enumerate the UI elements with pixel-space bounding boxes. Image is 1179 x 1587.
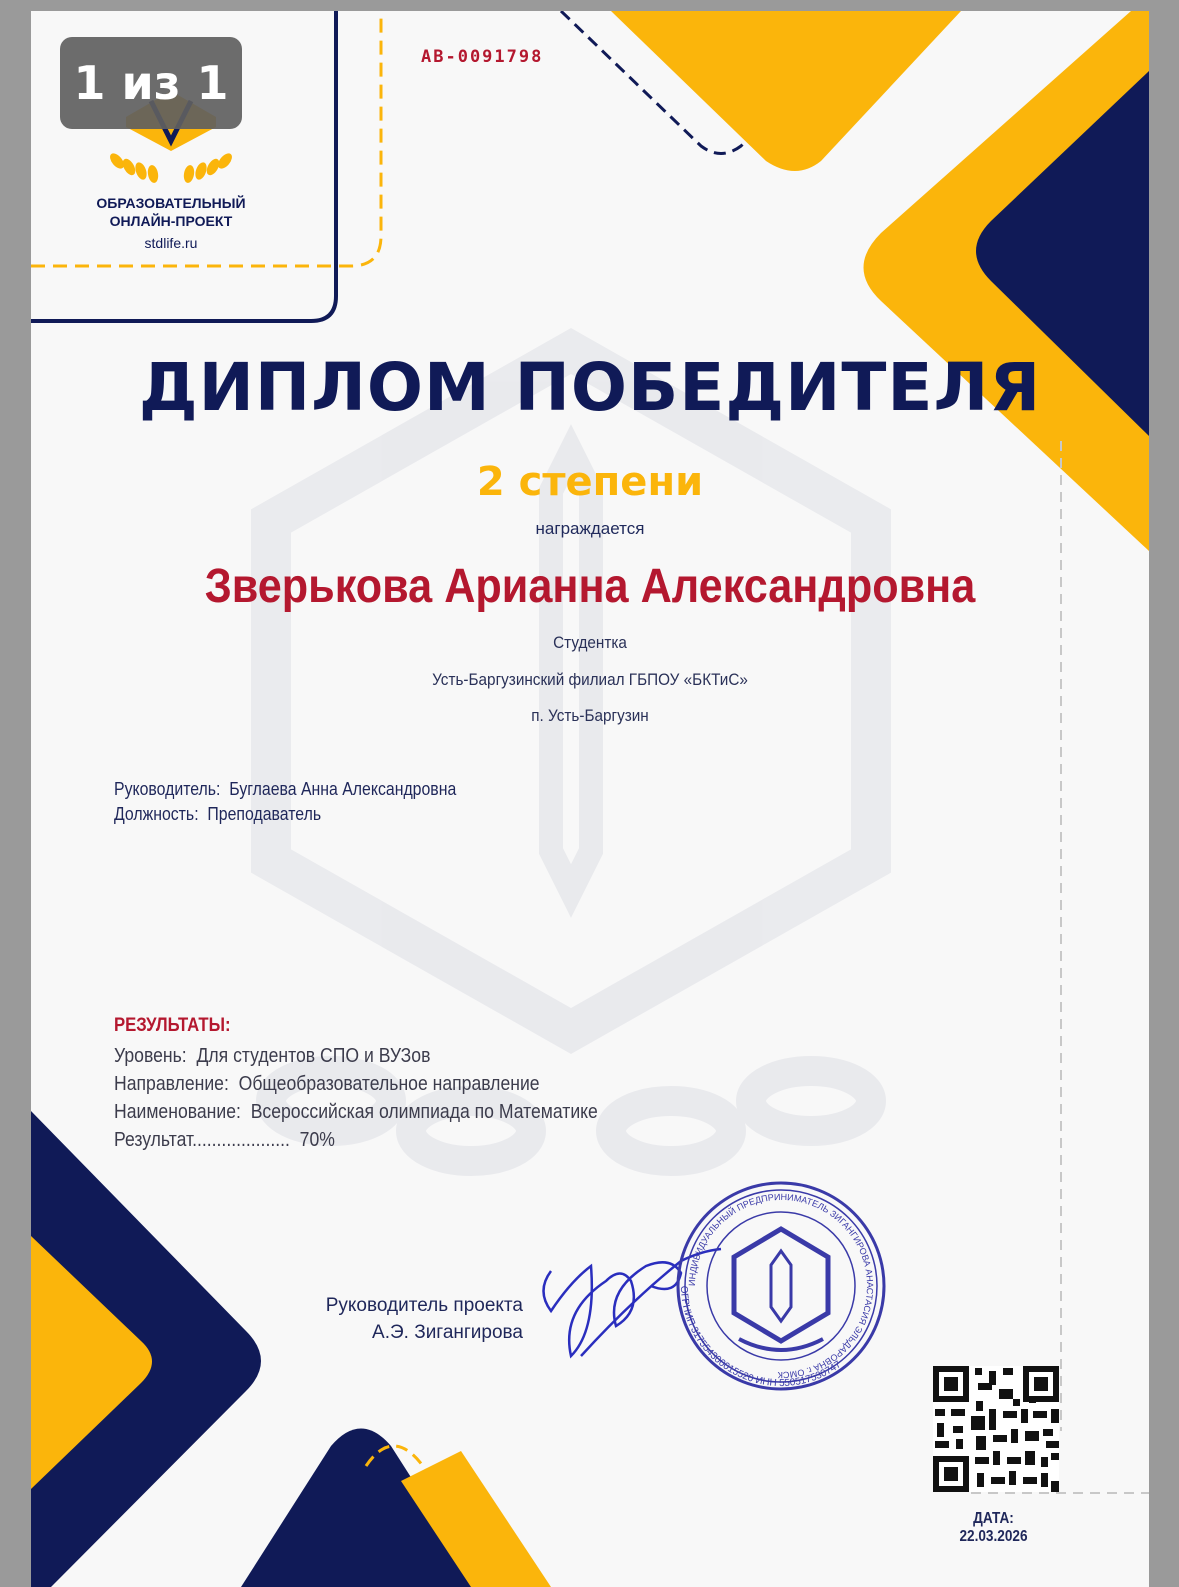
name-label: Наименование: <box>114 1101 241 1123</box>
svg-text:ОГРНИП 317554300015520 ИНН 550 <box>678 1286 844 1389</box>
diploma-degree: 2 степени <box>476 459 704 505</box>
diploma-page <box>31 11 1149 1587</box>
recipient-organization: Усть-Баргузинский филиал ГБПОУ «БКТиС» <box>432 670 748 689</box>
level-value: Для студентов СПО и ВУЗов <box>196 1045 431 1067</box>
serial-number: АВ-0091798 <box>421 47 544 67</box>
result-direction <box>114 1073 540 1096</box>
diploma-title: ДИПЛОМ ПОБЕДИТЕЛЯ <box>138 349 1042 426</box>
supervisor-label: Руководитель: <box>114 779 221 799</box>
awarded-label: награждается <box>535 519 645 538</box>
stamp-outer-text: ИНДИВИДУАЛЬНЫЙ ПРЕДПРИНИМАТЕЛЬ ЗИГАНГИРОВА АНАСТАСИЯ ЭЛЬДАРОВНА г. ОМСК <box>686 1191 876 1381</box>
position-value: Преподаватель <box>207 804 322 824</box>
name-value: Всероссийская олимпиада по Математике <box>250 1101 598 1123</box>
qr-code <box>933 1366 1059 1492</box>
signer-role: Руководитель проекта <box>325 1295 523 1316</box>
recipient-name: Зверькова Арианна Александровна <box>204 560 976 613</box>
logo-line2: ОНЛАЙН-ПРОЕКТ <box>109 213 233 229</box>
result-label: Результат.................... <box>114 1129 290 1151</box>
logo-line1: ОБРАЗОВАТЕЛЬНЫЙ <box>96 195 246 211</box>
level-label: Уровень: <box>114 1045 187 1067</box>
result-value: 70% <box>299 1129 335 1151</box>
position-line <box>114 804 321 825</box>
issue-date: ДАТА: 22.03.2026 <box>959 1510 1028 1545</box>
supervisor-value: Буглаева Анна Александровна <box>229 779 457 799</box>
stamp-codes-text: ОГРНИП 317554300015520 ИНН 550517530747 <box>677 1285 844 1390</box>
page-indicator: 1 из 1 <box>60 37 242 129</box>
result-level <box>114 1045 430 1068</box>
recipient-city: п. Усть-Баргузин <box>531 706 649 725</box>
results-title: РЕЗУЛЬТАТЫ: <box>114 1015 231 1036</box>
signer-name: А.Э. Зигангирова <box>372 1322 523 1343</box>
recipient-status: Студентка <box>553 633 627 652</box>
result-name <box>114 1101 598 1124</box>
logo-site: stdlife.ru <box>144 235 198 251</box>
position-label: Должность: <box>114 804 199 824</box>
supervisor-line <box>114 779 456 800</box>
direction-value: Общеобразовательное направление <box>238 1073 540 1095</box>
direction-label: Направление: <box>114 1073 229 1095</box>
result-score <box>114 1129 335 1152</box>
